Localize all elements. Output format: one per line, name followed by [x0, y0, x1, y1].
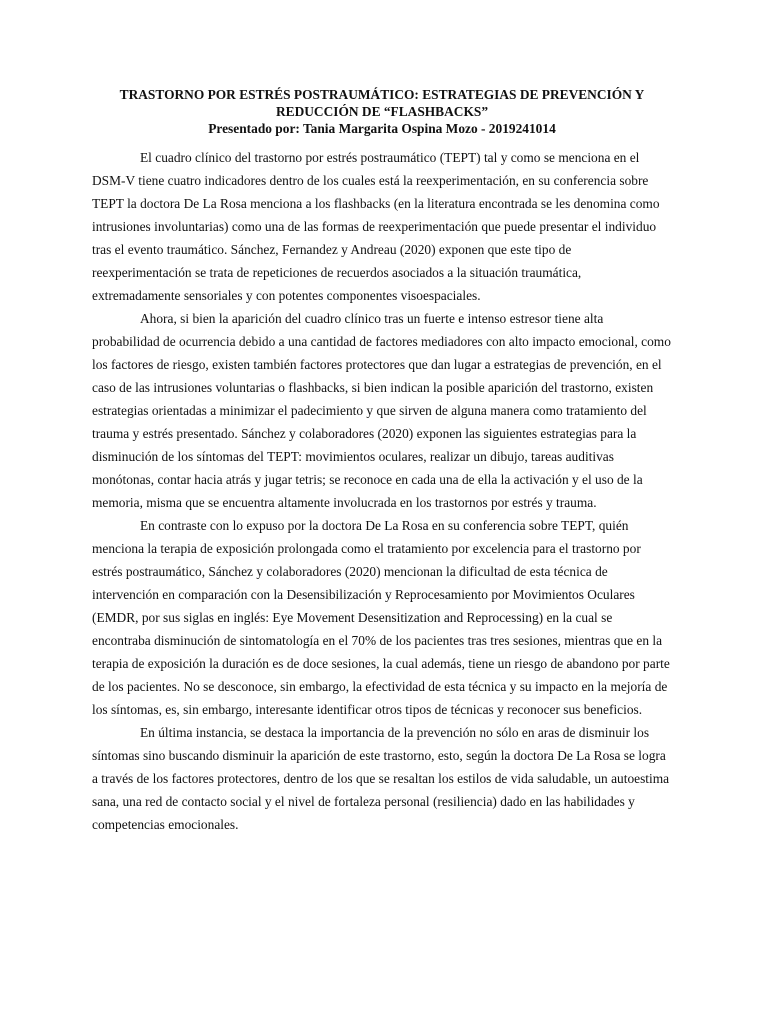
paragraph-3: En contraste con lo expuso por la doctora De La Rosa en su conferencia sobre TEPT, quién menciona la terapia de exposición prolongada como el tratamiento por excelencia para el trastorno por estrés postraumático, Sánchez y colaboradores (2020) mencionan la dificultad de esta técnica de intervención en comparación con la Desensibilización y Reprocesamiento por Movimientos Oculares (EMDR, por sus siglas en inglés: Eye Movement Desensitization and Reprocessing) en la cual se encontraba disminución de sintomatología en el 70% de los pacientes tras tres sesiones, mientras que en la terapia de exposición la duración es de doce sesiones, la cual además, tiene un riesgo de abandono por parte de los pacientes. No se desconoce, sin embargo, la efectividad de esta técnica y su impacto en la mejoría de los síntomas, es, sin embargo, interesante identificar otros tipos de técnicas y reconocer sus beneficios. [92, 518, 670, 717]
paragraph-1: El cuadro clínico del trastorno por estrés postraumático (TEPT) tal y como se menciona en el DSM-V tiene cuatro indicadores dentro de los cuales está la reexperimentación, en su conferencia sobre TEPT la doctora De La Rosa menciona a los flashbacks (en la literatura encontrada se les denomina como intrusiones involuntarias) como una de las formas de reexperimentación que puede presentar el individuo tras el evento traumático. Sánchez, Fernandez y Andreau (2020) exponen que este tipo de reexperimentación se trata de repeticiones de recuerdos asociados a la situación traumática, extremadamente sensoriales y con potentes componentes visoespaciales. [92, 150, 660, 303]
author-line: Presentado por: Tania Margarita Ospina Mozo - 2019241014 [208, 121, 556, 136]
paragraph-2: Ahora, si bien la aparición del cuadro clínico tras un fuerte e intenso estresor tiene alta probabilidad de ocurrencia debido a una cantidad de factores mediadores con alto impacto emocional, como los factores de riesgo, existen también factores protectores que dan lugar a estrategias de prevención, en el caso de las intrusiones voluntarias o flashbacks, si bien indican la posible aparición del trastorno, existen estrategias orientadas a minimizar el padecimiento y que sirven de alguna manera como tratamiento del trauma y estrés presentado. Sánchez y colaboradores (2020) exponen las siguientes estrategias para la disminución de los síntomas del TEPT: movimientos oculares, realizar un dibujo, tareas auditivas monótonas, contar hacia atrás y jugar tetris; se reconoce en cada una de ella la activación y el uso de la memoria, misma que se encuentra altamente involucrada en los trastornos por estrés y trauma. [92, 311, 671, 510]
paragraph-4: En última instancia, se destaca la importancia de la prevención no sólo en aras de disminuir los síntomas sino buscando disminuir la aparición de este trastorno, esto, según la doctora De La Rosa se logra a través de los factores protectores, dentro de los que se resaltan los estilos de vida saludable, un autoestima sana, una red de contacto social y el nivel de fortaleza personal (resiliencia) dado en las habilidades y competencias emocionales. [92, 725, 670, 832]
document-title: TRASTORNO POR ESTRÉS POSTRAUMÁTICO: ESTRATEGIAS DE PREVENCIÓN Y REDUCCIÓN DE “FLASHBACKS” [119, 87, 645, 119]
document-page [92, 86, 672, 836]
